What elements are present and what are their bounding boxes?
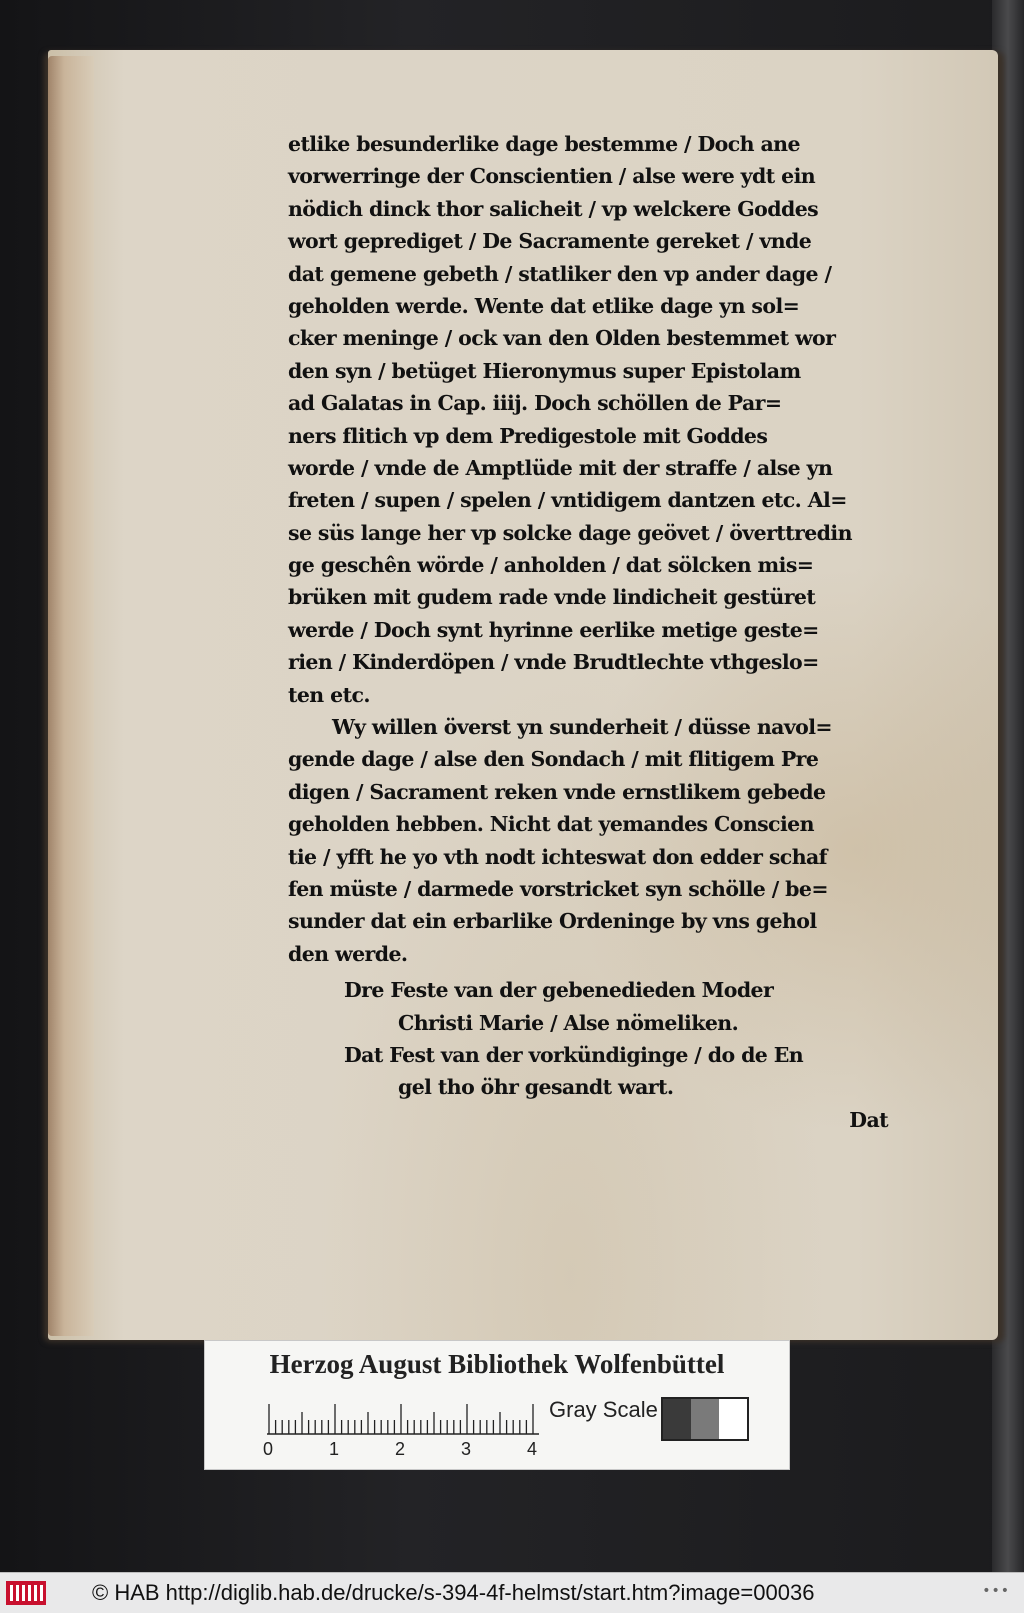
swatch-light (719, 1399, 747, 1439)
text-line: cker meninge / ock van den Olden bestemmet wor (288, 326, 836, 351)
ruler-number: 0 (263, 1439, 274, 1459)
text-line: worde / vnde de Amptlüde mit der straffe / alse yn (288, 455, 833, 480)
text-line: den syn / betüget Hieronymus super Epistolam (288, 358, 801, 383)
text-line: nödich dinck thor salicheit / vp welckere Goddes (288, 196, 819, 221)
section-heading: Dre Feste van der gebenedieden Moder (344, 978, 774, 1003)
text-line: brüken mit gudem rade vnde lindicheit gestüret (288, 585, 816, 610)
footer-url[interactable]: © HAB http://diglib.hab.de/drucke/s-394-4f-helmst/start.htm?image=00036 (92, 1580, 815, 1605)
paragraph-line: gende dage / alse den Sondach / mit flitigem Pre (288, 747, 819, 772)
feast-item-cont: gel tho öhr gesandt wart. (398, 1075, 674, 1100)
text-line: werde / Doch synt hyrinne eerlike metige geste= (288, 617, 819, 642)
text-line: etlike besunderlike dage bestemme / Doch ane (288, 132, 800, 156)
section-heading-cont: Christi Marie / Alse nömeliken. (398, 1010, 739, 1035)
gray-swatches (661, 1397, 749, 1441)
text-line: geholden werde. Wente dat etlike dage yn sol= (288, 293, 800, 318)
text-line: vorwerringe der Conscientien / alse were ydt ein (288, 164, 816, 189)
catchword: Dat (849, 1107, 888, 1132)
text-line: wort geprediget / De Sacramente gereket / vnde (288, 229, 812, 254)
ruler-number: 2 (395, 1439, 406, 1459)
paragraph-line: sunder dat ein erbarlike Ordeninge by vns gehol (288, 909, 817, 934)
text-line: se süs lange her vp solcke dage geövet / överttredin (288, 520, 852, 545)
target-title: Herzog August Bibliothek Wolfenbüttel (269, 1349, 725, 1379)
text-line: ten etc. (288, 682, 370, 707)
paragraph-line: digen / Sacrament reken vnde ernstlikem gebede (288, 779, 826, 804)
swatch-dark (663, 1399, 691, 1439)
footer-bar (0, 1572, 1024, 1613)
hab-logo-icon (6, 1579, 46, 1607)
paragraph-line: Wy willen överst yn sunderheit / düsse navol= (332, 715, 832, 740)
swatch-mid (691, 1399, 719, 1439)
text-line: ge geschên wörde / anholden / dat sölcken mis= (288, 553, 814, 578)
text-line: ners flitich vp dem Predigestole mit Goddes (288, 423, 768, 448)
more-menu-icon[interactable]: ••• (982, 1583, 1010, 1599)
ruler-number: 3 (461, 1439, 472, 1459)
color-target (204, 1340, 790, 1470)
feast-item: Dat Fest van der vorkündiginge / do de En (344, 1042, 804, 1067)
text-line: dat gemene gebeth / statliker den vp ander dage / (288, 261, 832, 286)
paragraph-line: geholden hebben. Nicht dat yemandes Conscien (288, 812, 814, 837)
page-text (288, 128, 894, 1136)
paragraph-line: fen müste / darmede vorstricket syn schölle / be= (288, 876, 828, 901)
text-line: rien / Kinderdöpen / vnde Brudtlechte vthgeslo= (288, 650, 819, 675)
ruler-number: 4 (527, 1439, 538, 1459)
paragraph-line: tie / yfft he yo vth nodt ichteswat don edder schaf (288, 844, 827, 869)
page-left-edge (48, 56, 94, 1336)
text-line: ad Galatas in Cap. iiij. Doch schöllen de Par= (288, 391, 782, 416)
text-line: freten / supen / spelen / vntidigem dantzen etc. Al= (288, 488, 847, 513)
ruler-scale (267, 1399, 539, 1435)
paragraph-line: den werde. (288, 941, 408, 966)
ruler-number: 1 (329, 1439, 340, 1459)
gray-scale-label: Gray Scale (549, 1397, 658, 1422)
